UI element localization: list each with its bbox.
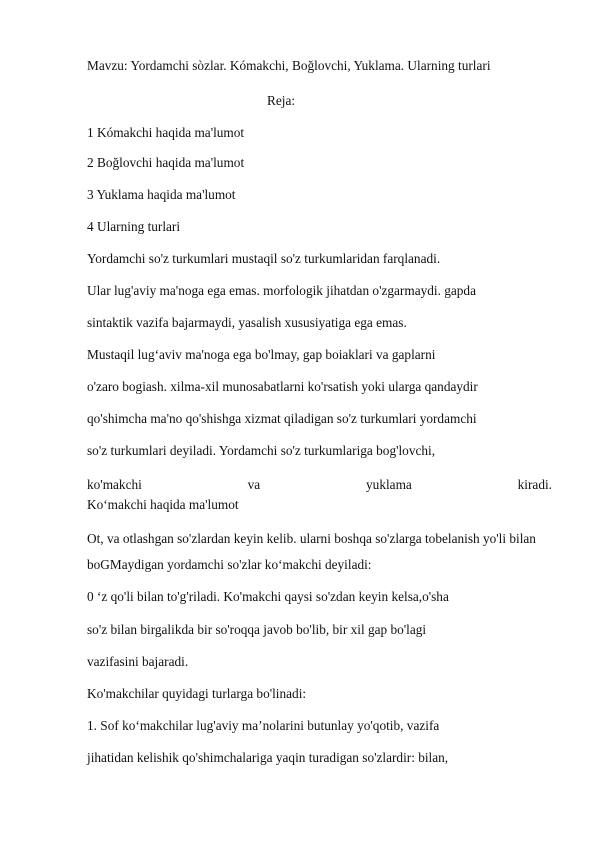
paragraph-line: so'z turkumlari deyiladi. Yordamchi so'z turkumlariga bog'lovchi,: [87, 443, 436, 458]
paragraph-line: sintaktik vazifa bajarmaydi, yasalish xususiyatiga ega emas.: [87, 315, 407, 330]
section-line: Ot, va otlashgan so'zlardan keyin kelib. ularni boshqa so'zlarga tobelanish yo'li bilan: [87, 531, 536, 546]
section-line: so'z bilan birgalikda bir so'roqqa javob bo'lib, bir xil gap bo'lagi: [87, 622, 427, 637]
section-line: vazifasini bajaradi.: [87, 654, 189, 669]
document-title: Mavzu: Yordamchi sòzlar. Kómakchi, Boğlovchi, Yuklama. Ularning turlari: [87, 58, 491, 73]
section-heading: Ko‘makchi haqida ma'lumot: [87, 497, 239, 512]
plan-item: 4 Ularning turlari: [87, 219, 181, 234]
justified-word: va: [247, 477, 261, 492]
paragraph-line: Mustaqil lug‘aviv ma'noga ega bo'lmay, gap boiaklari va gaplarni: [87, 347, 436, 362]
plan-item: 1 Kómakchi haqida ma'lumot: [87, 125, 245, 140]
plan-heading: Reja:: [267, 93, 296, 108]
paragraph-line: Yordamchi so'z turkumlari mustaqil so'z turkumlaridan farqlanadi.: [87, 251, 441, 266]
section-line: 1. Sof ko‘makchilar lug'aviy ma’nolarini butunlay yo'qotib, vazifa: [87, 718, 440, 733]
justified-word: kiradi.: [517, 477, 552, 492]
section-line: Ko'makchilar quyidagi turlarga bo'linadi:: [87, 686, 307, 701]
justified-word: ko'makchi: [87, 477, 142, 492]
plan-item: 3 Yuklama haqida ma'lumot: [87, 187, 236, 202]
section-line: boGMaydigan yordamchi so'zlar ko‘makchi deyiladi:: [87, 557, 372, 572]
paragraph-line: qo'shimcha ma'no qo'shishga xizmat qiladigan so'z turkumlari yordamchi: [87, 411, 477, 426]
paragraph-line: Ular lug'aviy ma'noga ega emas. morfologik jihatdan o'zgarmaydi. gapda: [87, 283, 476, 298]
paragraph-line: o'zaro bogiash. xilma-xil munosabatlarni ko'rsatish yoki ularga qandaydir: [87, 379, 478, 394]
section-line: jihatidan kelishik qo'shimchalariga yaqin turadigan so'zlardir: bilan,: [87, 750, 449, 765]
justified-line: [87, 477, 552, 493]
plan-item: 2 Boğlovchi haqida ma'lumot: [87, 155, 245, 170]
justified-word: yuklama: [366, 477, 412, 492]
section-line: 0 ‘z qo'li bilan to'g'riladi. Ko'makchi qaysi so'zdan keyin kelsa,o'sha: [87, 589, 449, 604]
